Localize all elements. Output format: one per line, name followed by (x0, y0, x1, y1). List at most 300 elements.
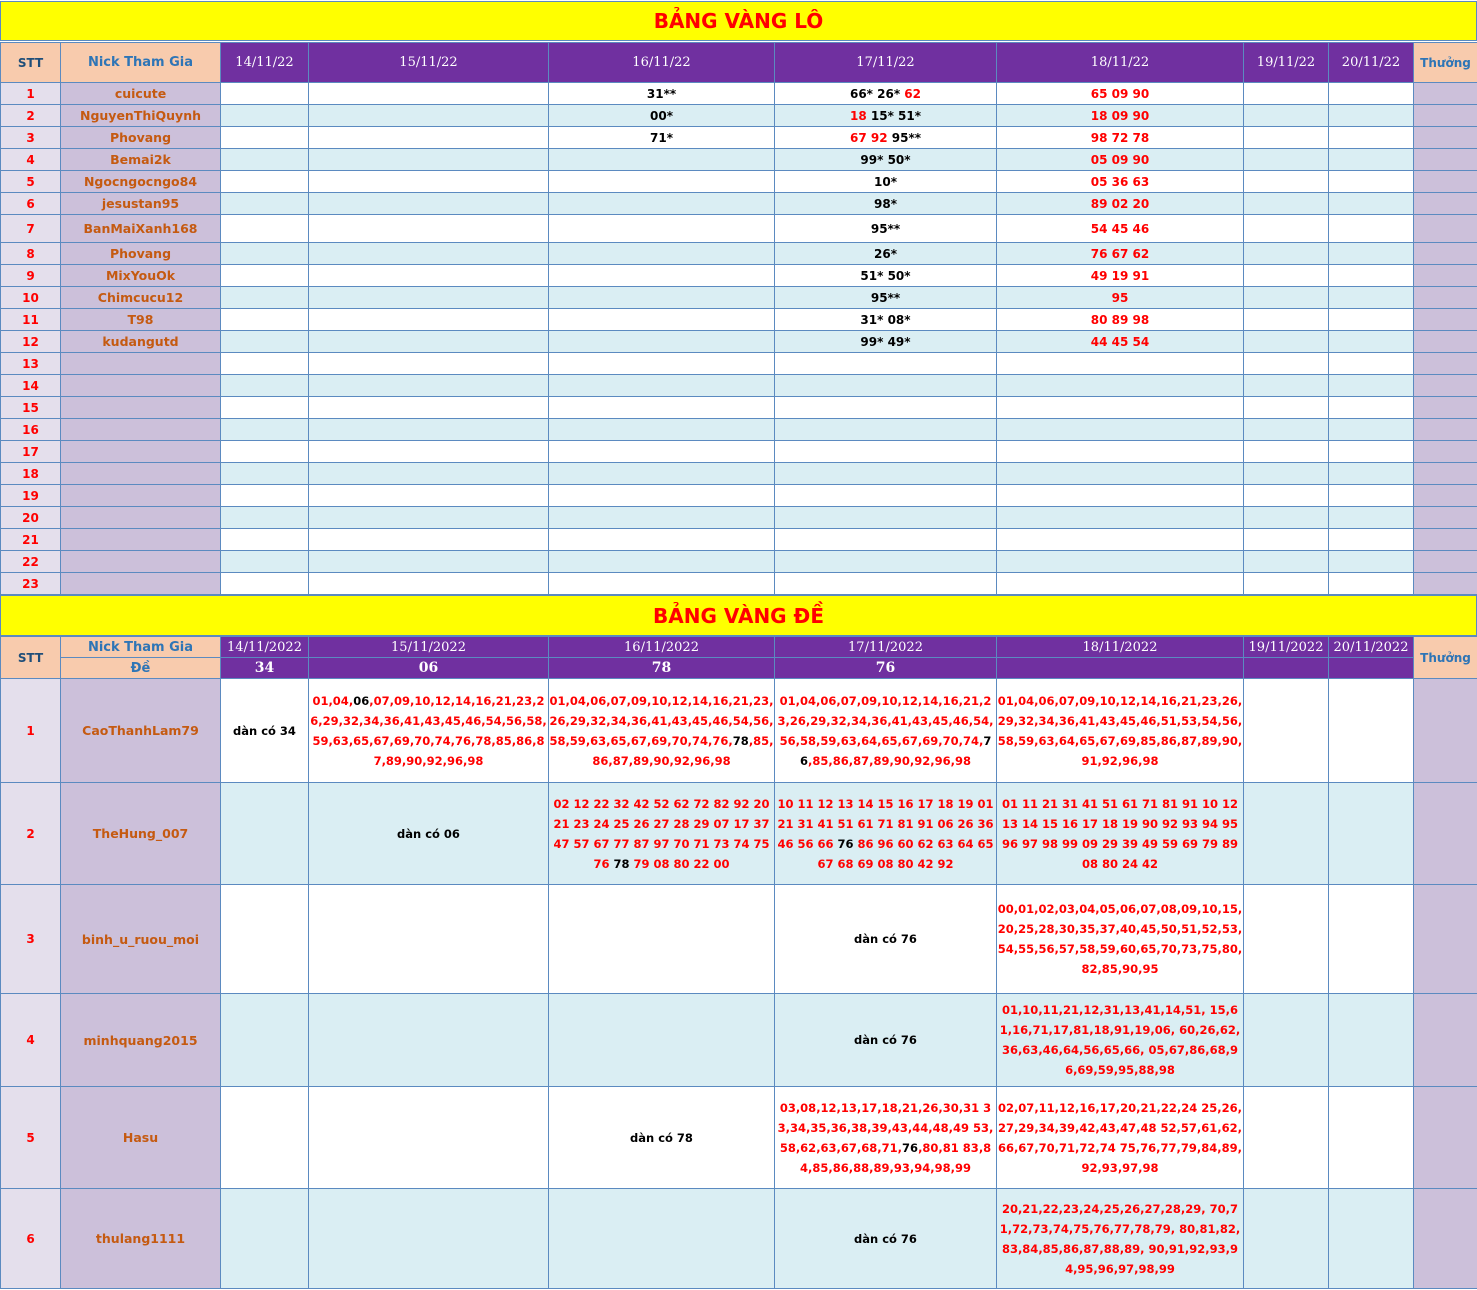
lo-entry-text (850, 87, 921, 101)
entry-segment: 49 19 91 (1090, 268, 1150, 283)
lo-entry-cell (997, 331, 1244, 353)
lo-entry-cell (221, 105, 309, 127)
lo-date-header: 16/11/22 (549, 43, 775, 83)
lo-thuong-cell (1414, 529, 1477, 551)
de-date-header: 16/11/2022 (549, 637, 775, 658)
lo-title-text: BẢNG VÀNG LÔ (653, 9, 824, 33)
lo-stt-cell: 21 (1, 529, 61, 551)
de-entry-cell (997, 1189, 1244, 1289)
de-entry-text (549, 1128, 774, 1148)
lo-entry-cell (775, 463, 997, 485)
lo-entry-cell (1329, 83, 1414, 105)
lo-entry-cell (997, 485, 1244, 507)
de-entry-cell (997, 994, 1244, 1087)
de-entry-cell (309, 1189, 549, 1289)
de-row (1, 1087, 1477, 1189)
lo-entry-cell (1244, 127, 1329, 149)
lo-entry-cell (549, 573, 775, 595)
lo-row (1, 353, 1477, 375)
lo-entry-cell (1329, 419, 1414, 441)
lo-entry-cell (775, 83, 997, 105)
de-entry-text (549, 691, 774, 771)
lo-entry-cell (549, 287, 775, 309)
de-result (1244, 658, 1329, 679)
lo-nick-cell: BanMaiXanh168 (61, 215, 221, 243)
lo-entry-cell (221, 507, 309, 529)
de-entry-text (549, 794, 774, 874)
lo-entry-text (1091, 87, 1149, 101)
lo-entry-cell (997, 149, 1244, 171)
de-row (1, 783, 1477, 885)
lo-entry-cell (1244, 573, 1329, 595)
lo-entry-cell (1244, 331, 1329, 353)
de-thuong-cell (1414, 885, 1477, 994)
lo-entry-cell (309, 375, 549, 397)
lo-entry-cell (309, 149, 549, 171)
de-result: 06 (309, 658, 549, 679)
de-body (1, 679, 1477, 1289)
de-entry-cell (775, 679, 997, 783)
de-label: Đề (61, 658, 221, 679)
lo-entry-cell (997, 463, 1244, 485)
lo-entry-text (860, 313, 910, 327)
lo-row (1, 529, 1477, 551)
de-date-header: 14/11/2022 (221, 637, 309, 658)
de-title (0, 595, 1477, 636)
entry-segment: dàn có 76 (854, 932, 917, 946)
entry-segment: 05 09 90 (1090, 152, 1150, 167)
lo-entry-cell (997, 105, 1244, 127)
entry-segment: 05 36 63 (1090, 174, 1150, 189)
de-nick-header: Nick Tham Gia (61, 637, 221, 658)
entry-segment: 95** (870, 221, 901, 236)
lo-entry-cell (1329, 529, 1414, 551)
de-entry-cell (549, 679, 775, 783)
de-nick-cell: TheHung_007 (61, 783, 221, 885)
lo-entry-cell (309, 215, 549, 243)
entry-segment: 98 72 78 (1090, 130, 1150, 145)
lo-entry-cell (309, 127, 549, 149)
lo-entry-cell (549, 309, 775, 331)
lo-entry-cell (221, 573, 309, 595)
de-thuong-cell (1414, 1189, 1477, 1289)
lo-entry-cell (221, 127, 309, 149)
de-entry-text (309, 824, 548, 844)
entry-segment: 80 89 98 (1090, 312, 1150, 327)
lo-nick-cell (61, 441, 221, 463)
de-date-header: 19/11/2022 (1244, 637, 1329, 658)
de-row (1, 885, 1477, 994)
lo-entry-cell (775, 353, 997, 375)
de-entry-cell (221, 885, 309, 994)
lo-stt-cell: 12 (1, 331, 61, 353)
entry-segment: 26* (874, 246, 897, 261)
lo-nick-cell (61, 419, 221, 441)
lo-entry-cell (997, 529, 1244, 551)
lo-entry-cell (309, 573, 549, 595)
lo-entry-cell (997, 375, 1244, 397)
lo-entry-cell (997, 441, 1244, 463)
lo-entry-cell (1329, 551, 1414, 573)
de-entry-text (997, 1000, 1243, 1080)
lo-entry-cell (1244, 375, 1329, 397)
lo-entry-cell (1244, 485, 1329, 507)
lo-entry-cell (1244, 529, 1329, 551)
lo-entry-cell (775, 243, 997, 265)
lo-row (1, 215, 1477, 243)
lo-entry-cell (221, 215, 309, 243)
lo-entry-cell (1244, 551, 1329, 573)
lo-entry-cell (1329, 149, 1414, 171)
lo-row (1, 331, 1477, 353)
entry-segment: 01,04,06,07,09,10,12,14,16,21,23,26,29,32,34,36,41,43,45,46,54,56,58,59,63,65,67,69,70,74,76, (549, 693, 774, 748)
lo-entry-text (1091, 313, 1149, 327)
lo-stt-cell: 17 (1, 441, 61, 463)
lo-entry-text (860, 335, 910, 349)
de-title-text: BẢNG VÀNG ĐỀ (653, 603, 824, 628)
lo-entry-cell (997, 309, 1244, 331)
de-thuong-header: Thưởng (1414, 637, 1477, 679)
lo-thuong-cell (1414, 149, 1477, 171)
entry-segment: dàn có 76 (854, 1033, 917, 1047)
lo-date-header: 18/11/22 (997, 43, 1244, 83)
lo-stt-cell: 4 (1, 149, 61, 171)
lo-entry-cell (775, 309, 997, 331)
lo-entry-text (860, 269, 910, 283)
entry-segment: 79 08 80 22 00 (629, 856, 730, 871)
de-entry-cell (309, 885, 549, 994)
lo-entry-cell (1244, 507, 1329, 529)
entry-segment: 44 45 54 (1090, 334, 1150, 349)
de-nick-cell: thulang1111 (61, 1189, 221, 1289)
lo-entry-cell (997, 353, 1244, 375)
lo-entry-cell (309, 243, 549, 265)
lo-nick-cell (61, 573, 221, 595)
lo-thuong-cell (1414, 441, 1477, 463)
lo-stt-cell: 23 (1, 573, 61, 595)
lo-entry-cell (775, 397, 997, 419)
lo-entry-text (850, 131, 921, 145)
de-entry-cell (775, 994, 997, 1087)
lo-thuong-cell (1414, 265, 1477, 287)
lo-thuong-cell (1414, 573, 1477, 595)
de-entry-cell (221, 994, 309, 1087)
entry-segment: 00,01,02,03,04,05,06,07,08,09,10,15,20,25,28,30,35,37,40,45,50,51,52,53,54,55,56,57,58,59,60,65,70,73,75,80,82,85,90,95 (997, 902, 1243, 976)
lo-nick-cell: NguyenThiQuynh (61, 105, 221, 127)
lo-entry-cell (1244, 215, 1329, 243)
lo-entry-text (860, 153, 910, 167)
lo-thuong-cell (1414, 485, 1477, 507)
de-date-header: 18/11/2022 (997, 637, 1244, 658)
de-entry-cell (1244, 783, 1329, 885)
de-entry-text (997, 794, 1243, 874)
lo-entry-cell (549, 551, 775, 573)
lo-entry-cell (309, 309, 549, 331)
entry-segment: 01,10,11,21,12,31,13,41,14,51, 15,61,16,71,17,81,18,91,19,06, 60,26,62,36,63,46,64,56,65,66, 05,67,86,68,96,69,59,95,88,98 (999, 1003, 1241, 1077)
lo-entry-cell (1244, 171, 1329, 193)
lo-entry-cell (1329, 127, 1414, 149)
lo-entry-cell (775, 193, 997, 215)
lo-entry-text (650, 109, 673, 123)
de-entry-cell (997, 783, 1244, 885)
lo-nick-cell: jesustan95 (61, 193, 221, 215)
lo-row (1, 149, 1477, 171)
lo-entry-cell (1329, 331, 1414, 353)
de-result: 34 (221, 658, 309, 679)
lo-entry-cell (775, 441, 997, 463)
lo-thuong-cell (1414, 397, 1477, 419)
lo-entry-cell (1244, 463, 1329, 485)
lo-nick-cell (61, 529, 221, 551)
lo-entry-cell (221, 551, 309, 573)
entry-segment: 76 (837, 836, 854, 851)
lo-entry-text (1091, 109, 1149, 123)
entry-segment: 76 (800, 733, 992, 768)
de-stt-cell: 2 (1, 783, 61, 885)
lo-thuong-cell (1414, 83, 1477, 105)
de-entry-cell (997, 885, 1244, 994)
de-header-row (1, 637, 1477, 658)
de-entry-cell (221, 783, 309, 885)
entry-segment: 65 09 90 (1090, 86, 1150, 101)
lo-date-header: 14/11/22 (221, 43, 309, 83)
lo-entry-text (874, 175, 897, 189)
lo-row (1, 507, 1477, 529)
de-thuong-cell (1414, 679, 1477, 783)
de-nick-cell: CaoThanhLam79 (61, 679, 221, 783)
entry-segment: ,07,09,10,12,14,16,21,23,26,29,32,34,36,41,43,45,46,54,56,58,59,63,65,67,69,70,74,76,78,85,86,87,89,90,92,96,98 (310, 693, 547, 768)
lo-entry-cell (309, 83, 549, 105)
lo-stt-cell: 14 (1, 375, 61, 397)
lo-entry-cell (1244, 441, 1329, 463)
lo-entry-cell (1244, 287, 1329, 309)
de-entry-cell (549, 994, 775, 1087)
lo-entry-cell (309, 287, 549, 309)
de-entry-text (775, 1229, 996, 1249)
de-entry-cell (775, 885, 997, 994)
lo-row (1, 397, 1477, 419)
de-entry-cell (549, 783, 775, 885)
lo-entry-cell (1244, 265, 1329, 287)
lo-entry-cell (221, 485, 309, 507)
de-entry-cell (775, 783, 997, 885)
de-nick-cell: Hasu (61, 1087, 221, 1189)
lo-entry-cell (549, 353, 775, 375)
lo-nick-cell (61, 375, 221, 397)
entry-segment: dàn có 06 (397, 826, 460, 841)
lo-entry-cell (997, 551, 1244, 573)
lo-row (1, 83, 1477, 105)
lo-entry-cell (309, 193, 549, 215)
lo-entry-cell (1329, 485, 1414, 507)
lo-entry-cell (775, 419, 997, 441)
entry-segment: 71* (650, 130, 673, 145)
de-entry-cell (549, 885, 775, 994)
lo-nick-cell: kudangutd (61, 331, 221, 353)
lo-entry-cell (549, 397, 775, 419)
de-entry-text (775, 929, 996, 949)
de-entry-cell (1244, 679, 1329, 783)
lo-entry-cell (221, 309, 309, 331)
de-result: 78 (549, 658, 775, 679)
lo-entry-cell (1329, 441, 1414, 463)
de-entry-text (221, 721, 308, 741)
lo-entry-cell (549, 83, 775, 105)
lo-entry-cell (1329, 265, 1414, 287)
lo-thuong-cell (1414, 353, 1477, 375)
entry-segment: dàn có 34 (233, 723, 296, 738)
lo-entry-cell (775, 105, 997, 127)
lo-row (1, 171, 1477, 193)
lo-stt-cell: 1 (1, 83, 61, 105)
entry-segment: 95 (1111, 290, 1129, 305)
lo-entry-cell (221, 463, 309, 485)
entry-segment: ,80,81 83,84,85,86,88,89,93,94,98,99 (800, 1140, 992, 1175)
lo-entry-cell (549, 265, 775, 287)
lo-entry-cell (221, 171, 309, 193)
lo-row (1, 573, 1477, 595)
lo-entry-text (1091, 222, 1149, 236)
lo-row (1, 193, 1477, 215)
lo-stt-cell: 15 (1, 397, 61, 419)
lo-entry-text (1112, 291, 1129, 305)
entry-segment: 95** (891, 130, 921, 145)
lo-nick-cell (61, 485, 221, 507)
lo-header-row (1, 43, 1477, 83)
lo-stt-cell: 22 (1, 551, 61, 573)
lo-entry-cell (309, 529, 549, 551)
entry-segment: 20,21,22,23,24,25,26,27,28,29, 70,71,72,73,74,75,76,77,78,79, 80,81,82,83,84,85,86,87,88,89, 90,91,92,93,94,95,96,97,98,99 (999, 1201, 1241, 1276)
lo-stt-cell: 9 (1, 265, 61, 287)
lo-stt-cell: 6 (1, 193, 61, 215)
lo-row (1, 243, 1477, 265)
lo-entry-cell (549, 375, 775, 397)
lo-entry-text (1091, 153, 1149, 167)
entry-segment: 99* 49* (860, 334, 911, 349)
lo-entry-cell (1244, 83, 1329, 105)
entry-segment: 66* 26* (849, 86, 905, 101)
de-entry-cell (775, 1087, 997, 1189)
lo-row (1, 375, 1477, 397)
de-entry-text (775, 1098, 996, 1178)
lo-entry-text (1091, 247, 1149, 261)
lo-entry-cell (309, 397, 549, 419)
de-stt-cell: 3 (1, 885, 61, 994)
lo-date-header: 19/11/22 (1244, 43, 1329, 83)
lo-entry-cell (1244, 419, 1329, 441)
lo-stt-header: STT (1, 43, 61, 83)
lo-row (1, 463, 1477, 485)
de-result (1329, 658, 1414, 679)
lo-entry-cell (309, 265, 549, 287)
lo-entry-cell (775, 287, 997, 309)
lo-entry-cell (775, 127, 997, 149)
de-entry-cell (221, 1087, 309, 1189)
lo-entry-cell (1244, 105, 1329, 127)
lo-entry-cell (775, 529, 997, 551)
de-entry-text (775, 1030, 996, 1050)
de-entry-cell (1329, 783, 1414, 885)
de-stt-header: STT (1, 637, 61, 679)
lo-entry-cell (997, 265, 1244, 287)
lo-stt-cell: 8 (1, 243, 61, 265)
lo-thuong-cell (1414, 215, 1477, 243)
lo-entry-cell (1244, 309, 1329, 331)
lo-entry-cell (997, 193, 1244, 215)
lo-stt-cell: 2 (1, 105, 61, 127)
lo-entry-cell (549, 243, 775, 265)
de-thuong-cell (1414, 1087, 1477, 1189)
de-date-header: 15/11/2022 (309, 637, 549, 658)
lo-entry-text (647, 87, 676, 101)
lo-stt-cell: 5 (1, 171, 61, 193)
lo-nick-cell: T98 (61, 309, 221, 331)
de-entry-text (309, 691, 548, 771)
de-entry-cell (549, 1087, 775, 1189)
lo-entry-cell (997, 507, 1244, 529)
entry-segment: 51* 50* (860, 268, 911, 283)
lo-entry-cell (309, 353, 549, 375)
de-result: 76 (775, 658, 997, 679)
lo-entry-cell (549, 149, 775, 171)
lo-entry-text (874, 247, 897, 261)
de-entry-text (997, 899, 1243, 979)
entry-segment: dàn có 76 (854, 1231, 917, 1246)
lo-entry-text (874, 197, 897, 211)
lo-nick-cell: Bemai2k (61, 149, 221, 171)
lo-stt-cell: 18 (1, 463, 61, 485)
entry-segment: 01,04, (312, 693, 354, 708)
lo-entry-cell (221, 375, 309, 397)
lo-thuong-cell (1414, 193, 1477, 215)
de-entry-cell (309, 679, 549, 783)
entry-segment: 18 (849, 108, 871, 123)
lo-date-header: 15/11/22 (309, 43, 549, 83)
de-entry-cell (775, 1189, 997, 1289)
entry-segment: 10 11 12 13 14 15 16 17 18 19 01 21 31 41 51 61 71 81 91 06 26 36 46 56 66 (777, 796, 994, 851)
lo-entry-cell (221, 397, 309, 419)
de-result-row (1, 658, 1477, 679)
lo-nick-header: Nick Tham Gia (61, 43, 221, 83)
lo-entry-cell (1329, 287, 1414, 309)
lo-title (0, 1, 1477, 41)
lo-entry-cell (1329, 171, 1414, 193)
lo-entry-cell (775, 507, 997, 529)
lo-stt-cell: 10 (1, 287, 61, 309)
lo-entry-cell (775, 573, 997, 595)
entry-segment: ,85,86,87,89,90,92,96,98 (808, 753, 971, 768)
lo-entry-cell (221, 83, 309, 105)
lo-entry-cell (1329, 243, 1414, 265)
de-entry-cell (221, 1189, 309, 1289)
lo-entry-cell (309, 507, 549, 529)
entry-segment: 03,08,12,13,17,18,21,26,30,31 33,34,35,36,38,39,43,44,48,49 53,58,62,63,67,68,71, (777, 1100, 994, 1155)
lo-entry-cell (549, 463, 775, 485)
lo-row (1, 309, 1477, 331)
lo-entry-cell (309, 551, 549, 573)
lo-entry-cell (309, 171, 549, 193)
entry-segment: 01,04,06,07,09,10,12,14,16,21,23,26,29,32,34,36,41,43,45,46,51,53,54,56,58,59,63,64,65,67,69,85,86,87,89,90,91,92,96,98 (997, 693, 1243, 768)
lo-entry-cell (1329, 397, 1414, 419)
lo-entry-cell (775, 265, 997, 287)
lo-entry-cell (221, 441, 309, 463)
lo-entry-cell (1329, 353, 1414, 375)
lo-nick-cell: Chimcucu12 (61, 287, 221, 309)
lo-entry-cell (309, 419, 549, 441)
lo-thuong-cell (1414, 127, 1477, 149)
lo-entry-cell (549, 215, 775, 243)
entry-segment: 76 (902, 1140, 919, 1155)
